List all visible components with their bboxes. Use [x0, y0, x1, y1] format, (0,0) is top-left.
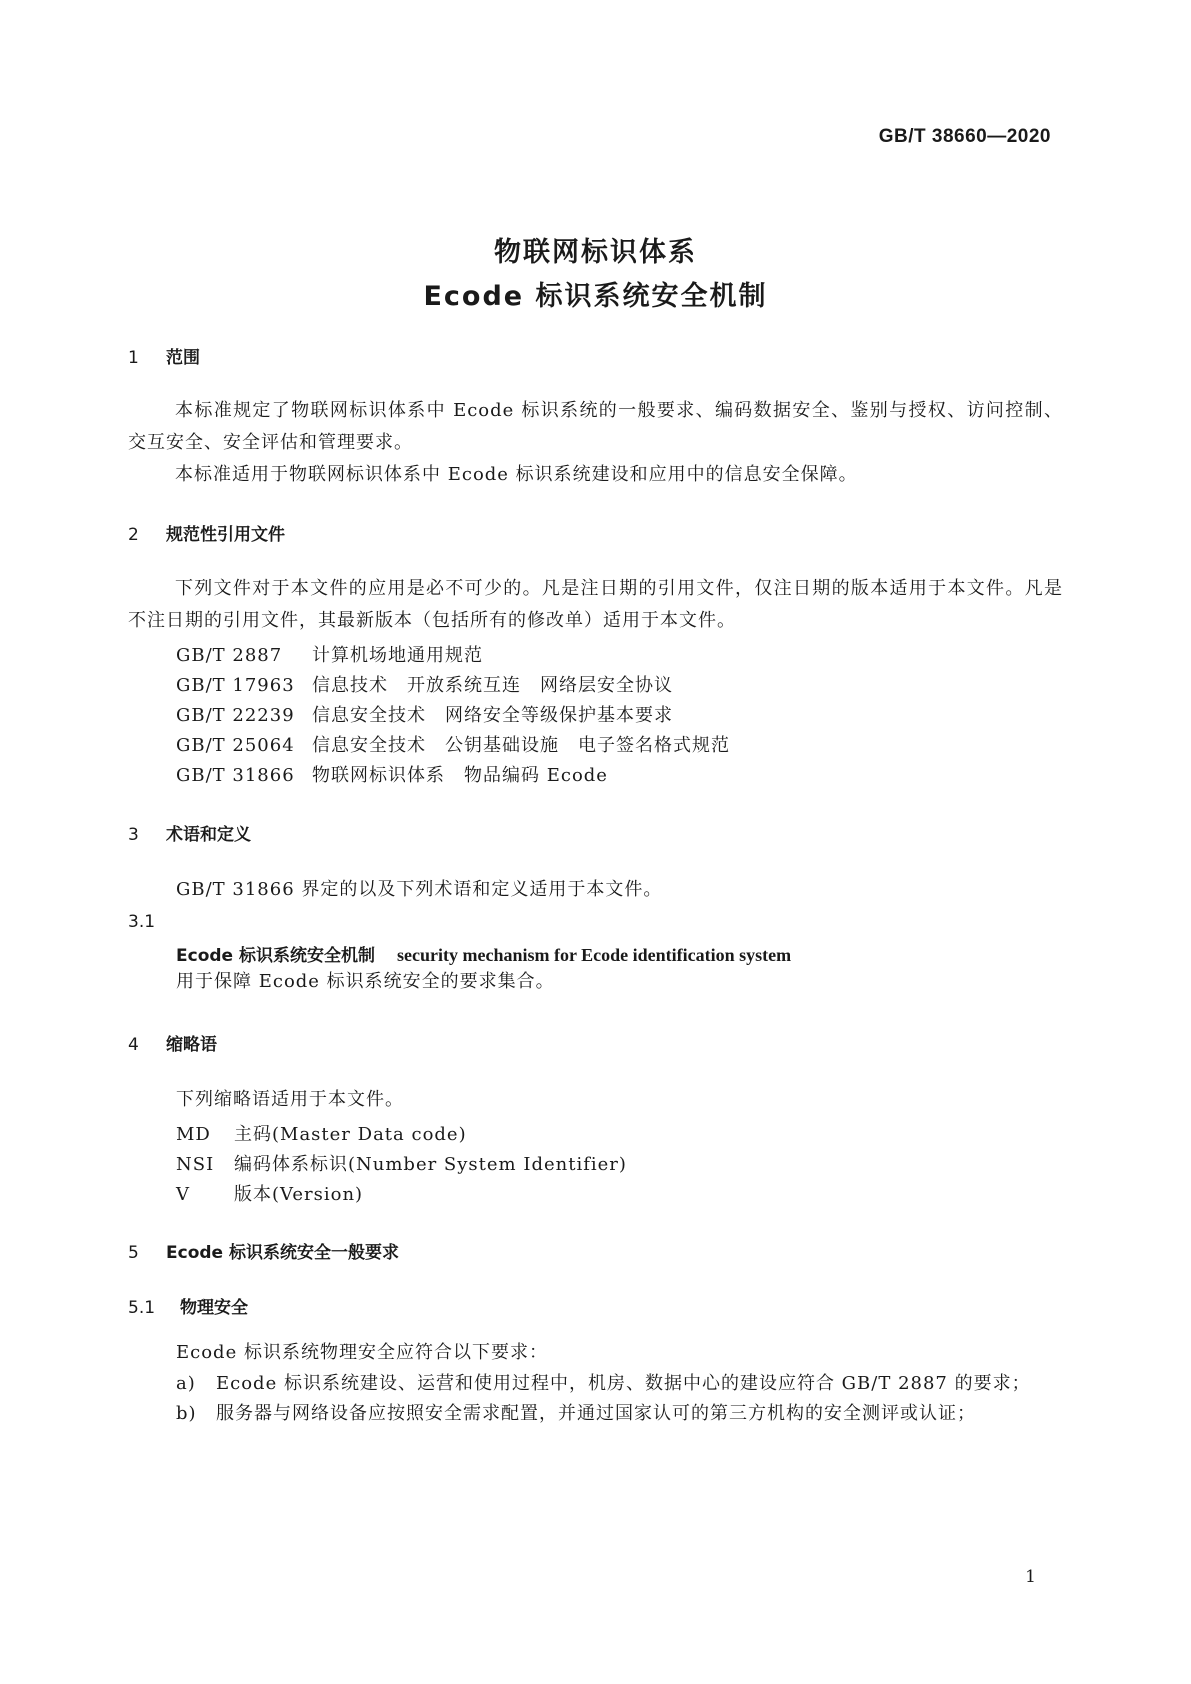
section-number: 5 [128, 1243, 139, 1263]
reference-name: 信息安全技术 网络安全等级保护基本要求 [312, 705, 673, 726]
list-marker: b) [176, 1403, 197, 1424]
reference-name: 信息安全技术 公钥基础设施 电子签名格式规范 [312, 735, 730, 756]
reference-name: 信息技术 开放系统互连 网络层安全协议 [312, 675, 673, 696]
section-1-body [128, 395, 1063, 491]
term-english: security mechanism for Ecode identification system [397, 945, 792, 965]
term-definition: 用于保障 Ecode 标识系统安全的要求集合。 [176, 971, 555, 992]
abbreviation-code: V [176, 1184, 190, 1205]
section-heading-2 [128, 520, 285, 545]
page-number: 1 [1025, 1567, 1036, 1587]
terms-intro-paragraph: GB/T 31866 界定的以及下列术语和定义适用于本文件。 [176, 879, 663, 900]
abbreviation-desc: 主码(Master Data code) [234, 1124, 467, 1145]
document-title-line1: 物联网标识体系 [494, 237, 697, 268]
abbreviation-item [176, 1150, 627, 1176]
subsection-title: 物理安全 [180, 1298, 248, 1318]
list-item [176, 1369, 1031, 1395]
abbreviation-code: MD [176, 1124, 211, 1145]
abbreviation-desc: 版本(Version) [234, 1184, 364, 1205]
abbreviation-desc: 编码体系标识(Number System Identifier) [234, 1154, 627, 1175]
section-number: 2 [128, 525, 139, 545]
term-number: 3.1 [128, 912, 156, 932]
abbreviation-item [176, 1120, 467, 1146]
scope-paragraph-1: 本标准规定了物联网标识体系中 Ecode 标识系统的一般要求、编码数据安全、鉴别与授权、访问控制、交互安全、安全评估和管理要求。 [128, 400, 1063, 453]
reference-code: GB/T 2887 [176, 645, 283, 666]
physical-security-intro: Ecode 标识系统物理安全应符合以下要求： [176, 1342, 548, 1363]
section-title: Ecode 标识系统安全一般要求 [166, 1243, 399, 1263]
section-heading-1 [128, 343, 200, 368]
list-text: Ecode 标识系统建设、运营和使用过程中，机房、数据中心的建设应符合 GB/T 2887 的要求； [216, 1373, 1031, 1394]
abbreviation-code: NSI [176, 1154, 215, 1175]
reference-code: GB/T 22239 [176, 705, 295, 726]
reference-code: GB/T 17963 [176, 675, 295, 696]
section-number: 4 [128, 1035, 139, 1055]
section-number: 3 [128, 825, 139, 845]
reference-item [176, 671, 673, 697]
abbreviations-intro: 下列缩略语适用于本文件。 [176, 1089, 404, 1110]
normative-references-paragraph: 下列文件对于本文件的应用是必不可少的。凡是注日期的引用文件，仅注日期的版本适用于本文件。凡是不注日期的引用文件，其最新版本（包括所有的修改单）适用于本文件。 [128, 578, 1063, 631]
section-title: 范围 [166, 348, 200, 368]
list-marker: a) [176, 1373, 196, 1394]
reference-item [176, 761, 608, 787]
document-title-line2: Ecode 标识系统安全机制 [423, 281, 768, 312]
subsection-number: 5.1 [128, 1298, 156, 1318]
list-text: 服务器与网络设备应按照安全需求配置，并通过国家认可的第三方机构的安全测评或认证； [216, 1403, 976, 1424]
section-number: 1 [128, 348, 139, 368]
term-chinese: Ecode 标识系统安全机制 [176, 946, 375, 966]
list-item [176, 1399, 976, 1425]
reference-item [176, 701, 673, 727]
reference-code: GB/T 31866 [176, 765, 295, 786]
reference-item [176, 731, 730, 757]
abbreviation-item [176, 1180, 363, 1206]
section-title: 术语和定义 [166, 825, 251, 845]
section-title: 缩略语 [166, 1035, 217, 1055]
section-heading-4 [128, 1030, 217, 1055]
scope-paragraph-2: 本标准适用于物联网标识体系中 Ecode 标识系统建设和应用中的信息安全保障。 [175, 464, 858, 485]
reference-name: 计算机场地通用规范 [312, 645, 483, 666]
section-heading-5 [128, 1238, 399, 1263]
reference-item [176, 641, 483, 667]
section-2-body [128, 573, 1063, 637]
section-title: 规范性引用文件 [166, 525, 285, 545]
term-entry [176, 941, 791, 966]
reference-code: GB/T 25064 [176, 735, 295, 756]
subsection-heading-5-1 [128, 1293, 248, 1318]
section-heading-3 [128, 820, 251, 845]
reference-name: 物联网标识体系 物品编码 Ecode [312, 765, 608, 786]
standard-number: GB/T 38660—2020 [878, 126, 1051, 147]
